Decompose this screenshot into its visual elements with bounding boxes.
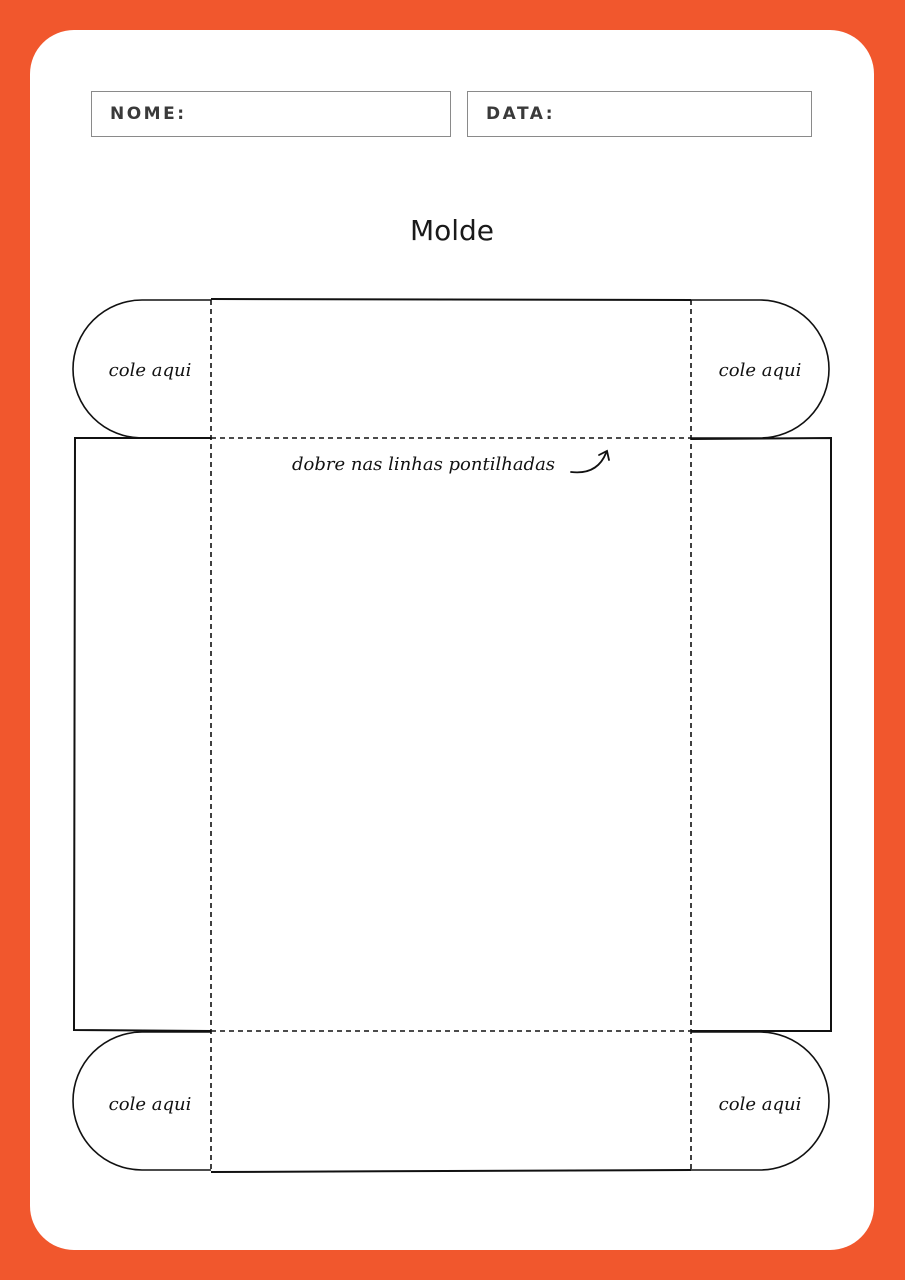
left-side-cut-line [74, 438, 211, 1031]
glue-label-bottom-left: cole aqui [108, 1094, 192, 1115]
bottom-flap-cut-line [211, 1170, 691, 1172]
glue-label-top-left: cole aqui [108, 360, 192, 381]
glue-label-top-right: cole aqui [718, 360, 802, 381]
date-label: DATA: [486, 104, 555, 124]
page-title: Molde [409, 214, 495, 247]
right-side-cut-line [691, 438, 831, 1031]
glue-label-bottom-right: cole aqui [718, 1094, 802, 1115]
curved-arrow-icon [571, 451, 609, 472]
top-flap-cut-line [211, 299, 691, 300]
fold-instruction: dobre nas linhas pontilhadas [292, 454, 556, 475]
name-label: NOME: [110, 104, 187, 124]
